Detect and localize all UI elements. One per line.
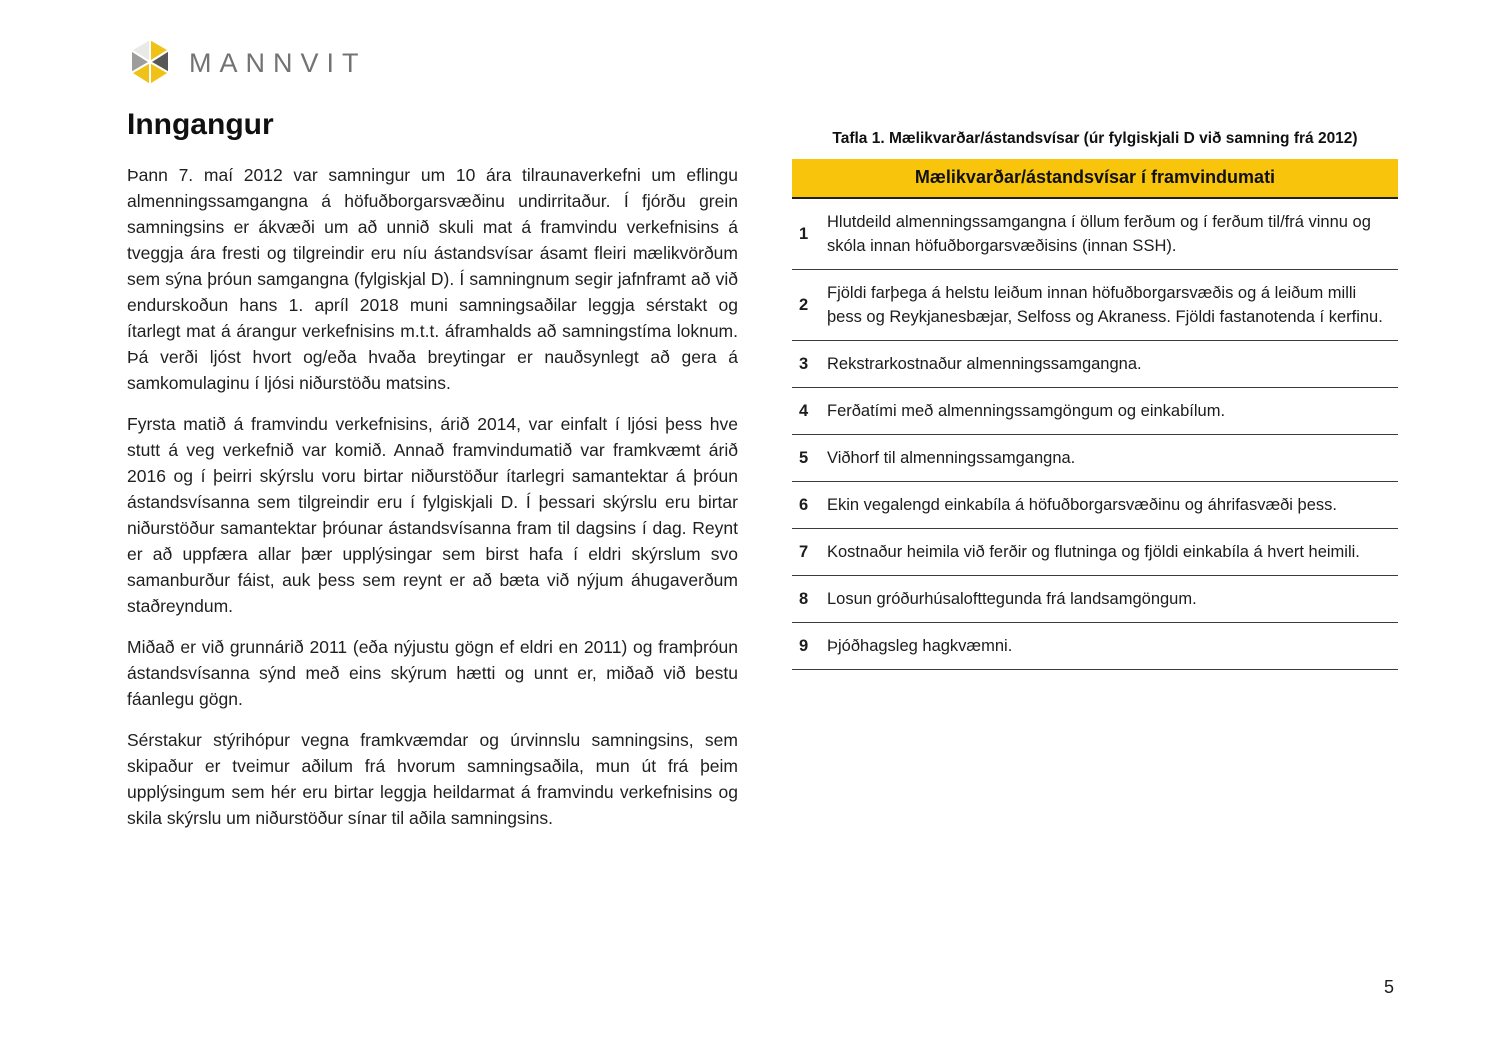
- table-row: [792, 529, 1398, 576]
- body-paragraph: Fyrsta matið á framvindu verkefnisins, árið 2014, var einfalt í ljósi þess hve stutt á veg verkefnið var komið. Annað framvindumatið var framkvæmt árið 2016 og í þeirri skýrslu voru birtar niðurstöður ítarlegri samantektar á þróun ástandsvísanna sem tilgreindir eru í fylgiskjali D. Í þessari skýrslu eru birtar niðurstöður samantektar þróunar ástandsvísanna fram til dagsins í dag. Reynt er að uppfæra allar þær upplýsingar sem birst hafa í eldri skýrslum svo samanburður fáist, auk þess sem reynt er að bæta við nýjum áhugaverðum staðreyndum.: [127, 414, 738, 616]
- table-row: [792, 341, 1398, 388]
- row-text: Viðhorf til almenningssamgangna.: [827, 449, 1076, 467]
- brand-name: MANNVIT: [189, 47, 367, 78]
- body-paragraph: Sérstakur stýrihópur vegna framkvæmdar og úrvinnslu samningsins, sem skipaður er tveimur aðilum frá hvorum samningsaðila, mun út frá þeim upplýsingum sem hér eru birtar leggja heildarmat á framvindu verkefnisins og skila skýrslu um niðurstöður sínar til aðila samningsins.: [127, 730, 738, 828]
- row-text: Losun gróðurhúsalofttegunda frá landsamgöngum.: [827, 590, 1197, 608]
- row-text: Hlutdeild almenningssamgangna í öllum ferðum og í ferðum til/frá vinnu og skóla innan höfuðborgarsvæðisins (innan SSH).: [827, 213, 1371, 255]
- row-number: 1: [799, 225, 809, 243]
- table-caption: Tafla 1. Mælikvarðar/ástandsvísar (úr fylgiskjali D við samning frá 2012): [832, 130, 1358, 147]
- indicators-table: [792, 130, 1398, 670]
- mannvit-logo: [126, 36, 367, 88]
- row-number: 8: [799, 590, 809, 608]
- row-text: Ferðatími með almenningssamgöngum og einkabílum.: [827, 402, 1226, 420]
- body-paragraph: Þann 7. maí 2012 var samningur um 10 ára tilraunaverkefni um eflingu almenningssamgangna á höfuðborgarsvæðinu undirritaður. Í fjórðu grein samningsins er ákvæði um að unnið skuli mat á framvindu verkefnisins á tveggja ára fresti og tilgreindir eru níu ástandsvísar ásamt fleiri mælikvörðum sem sýna þróun samgangna (fylgiskjal D). Í samningnum segir jafnframt að við endurskoðun hans 1. apríl 2018 muni samningsaðilar leggja sérstakt og ítarlegt mat á árangur verkefnisins m.t.t. áframhalds að samningstíma loknum. Þá verði ljóst hvort og/eða hvaða breytingar er nauðsynlegt að gera á samkomulaginu í ljósi niðurstöðu matsins.: [127, 165, 738, 393]
- table-row: [792, 270, 1398, 341]
- row-text: Kostnaður heimila við ferðir og flutninga og fjöldi einkabíla á hvert heimili.: [827, 543, 1360, 561]
- row-text: Þjóðhagsleg hagkvæmni.: [827, 637, 1013, 655]
- table-row: [792, 482, 1398, 529]
- row-text: Fjöldi farþega á helstu leiðum innan höfuðborgarsvæðis og á leiðum milli þess og Reykjanesbæjar, Selfoss og Akraness. Fjöldi fastanotenda í kerfinu.: [827, 284, 1383, 326]
- row-number: 9: [799, 637, 809, 655]
- mannvit-logo-icon: [126, 36, 174, 88]
- body-paragraph: Miðað er við grunnárið 2011 (eða nýjustu gögn ef eldri en 2011) og framþróun ástandsvísanna sýnd með eins skýrum hætti og unnt er, miðað við bestu fáanlegu gögn.: [127, 637, 738, 709]
- row-number: 3: [799, 355, 809, 373]
- section-heading: Inngangur: [127, 108, 274, 141]
- row-number: 4: [799, 402, 809, 420]
- row-number: 6: [799, 496, 809, 514]
- table-row: [792, 623, 1398, 670]
- row-text: Rekstrarkostnaður almenningssamgangna.: [827, 355, 1142, 373]
- page-number: 5: [1384, 977, 1395, 997]
- row-text: Ekin vegalengd einkabíla á höfuðborgarsvæðinu og áhrifasvæði þess.: [827, 496, 1337, 514]
- row-number: 5: [799, 449, 809, 467]
- article: [127, 108, 738, 846]
- table-row: [792, 199, 1398, 270]
- row-number: 7: [799, 543, 809, 561]
- table-row: [792, 576, 1398, 623]
- row-number: 2: [799, 296, 809, 314]
- table-header: Mælikvarðar/ástandsvísar í framvindumati: [792, 159, 1398, 199]
- table-row: [792, 435, 1398, 482]
- table-row: [792, 388, 1398, 435]
